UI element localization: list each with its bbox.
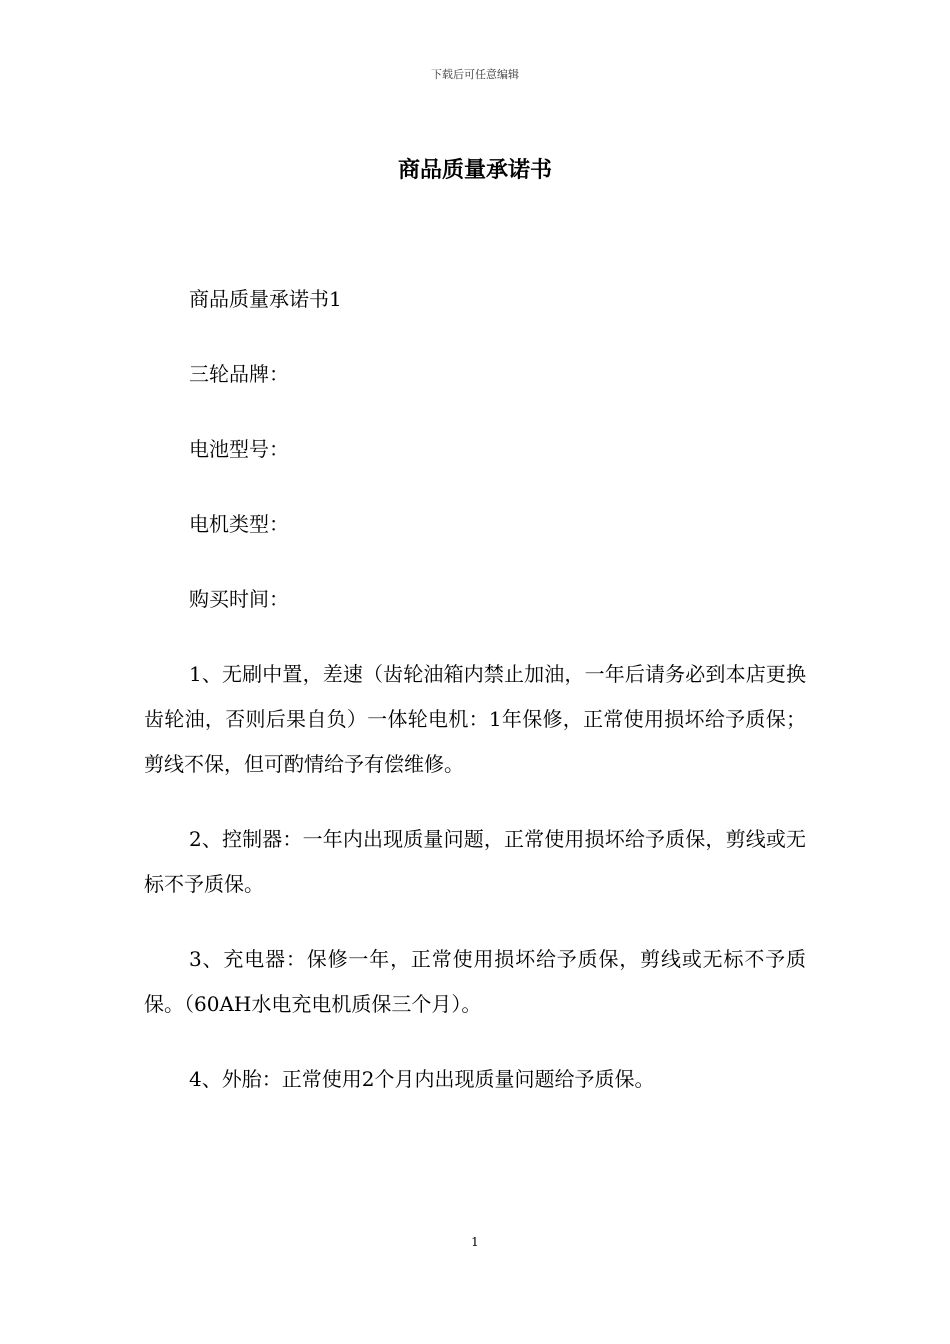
paragraph-item-3-charger: 3、充电器：保修一年，正常使用损坏给予质保，剪线或无标不予质保。（60AH水电充电机质保三个月）。	[144, 947, 806, 1016]
paragraph-item-4-tire: 4、外胎：正常使用2个月内出现质量问题给予质保。	[189, 1067, 655, 1091]
header-note: 下载后可任意编辑	[431, 68, 519, 81]
paragraph-item-1-motor: 1、无刷中置，差速（齿轮油箱内禁止加油，一年后请务必到本店更换齿轮油，否则后果自负）一体轮电机：1年保修，正常使用损坏给予质保；剪线不保，但可酌情给予有偿维修。	[144, 662, 806, 776]
paragraph-brand-field: 三轮品牌：	[189, 362, 289, 386]
document-title: 商品质量承诺书	[397, 157, 552, 183]
paragraph-subtitle: 商品质量承诺书1	[189, 287, 342, 311]
page-number: 1	[471, 1235, 479, 1249]
paragraph-battery-field: 电池型号：	[189, 437, 289, 461]
document-body	[144, 277, 806, 1102]
paragraph-motor-field: 电机类型：	[189, 512, 289, 536]
paragraph-item-2-controller: 2、控制器：一年内出现质量问题，正常使用损坏给予质保，剪线或无标不予质保。	[144, 827, 806, 896]
paragraph-purchase-date-field: 购买时间：	[189, 587, 289, 611]
